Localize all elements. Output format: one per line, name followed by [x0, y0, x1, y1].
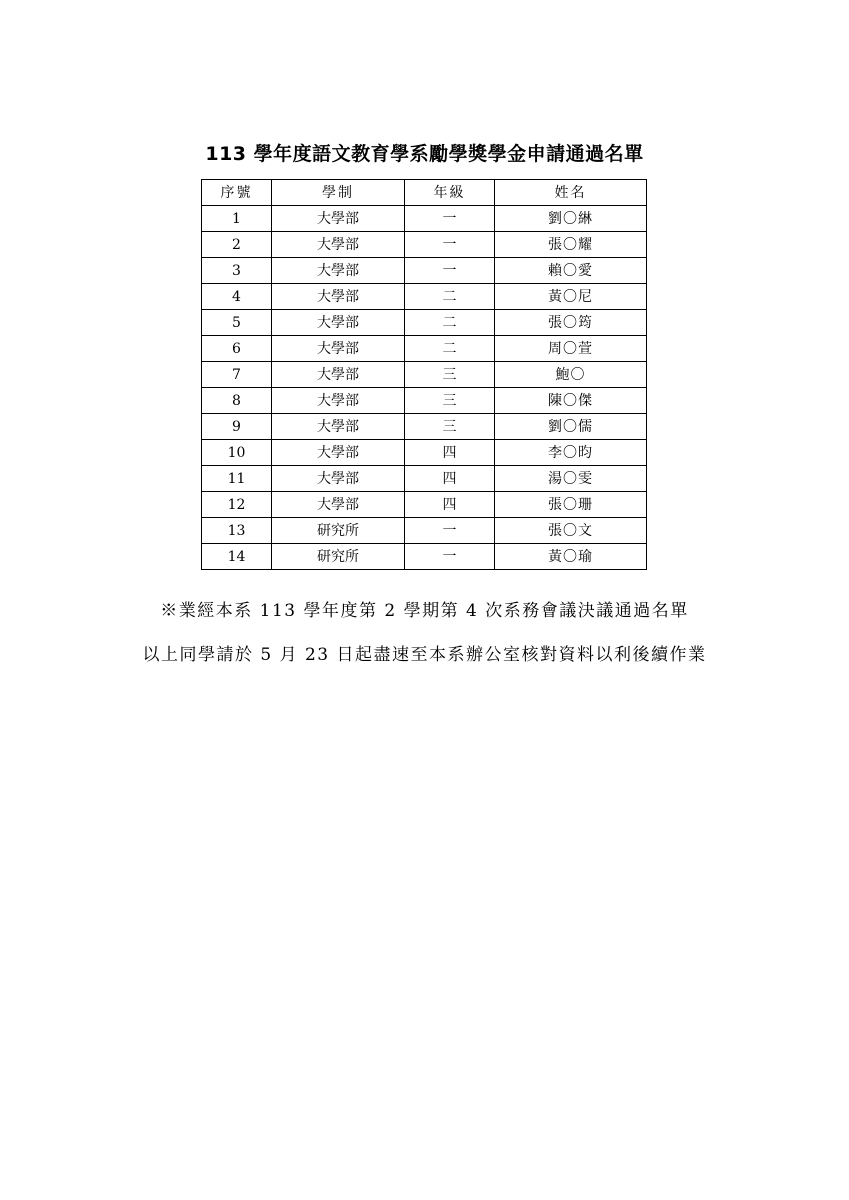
document-title: 113 學年度語文教育學系勵學獎學金申請通過名單 — [205, 143, 644, 165]
table-row — [202, 466, 647, 492]
cell-grade: 四 — [405, 466, 495, 492]
cell-seq: 6 — [202, 336, 272, 362]
cell-program: 大學部 — [272, 284, 405, 310]
meeting-resolution-note: ※業經本系 113 學年度第 2 學期第 4 次系務會議決議通過名單 — [160, 601, 689, 621]
cell-program: 研究所 — [272, 518, 405, 544]
cell-program: 大學部 — [272, 362, 405, 388]
cell-name: 黃〇尼 — [495, 284, 647, 310]
header-program: 學制 — [272, 180, 405, 206]
cell-name: 湯〇雯 — [495, 466, 647, 492]
table-row — [202, 388, 647, 414]
table-row — [202, 414, 647, 440]
cell-name: 張〇耀 — [495, 232, 647, 258]
cell-seq: 7 — [202, 362, 272, 388]
cell-grade: 一 — [405, 258, 495, 284]
cell-name: 張〇筠 — [495, 310, 647, 336]
table-header-row — [202, 180, 647, 206]
cell-seq: 1 — [202, 206, 272, 232]
cell-name: 陳〇傑 — [495, 388, 647, 414]
cell-grade: 一 — [405, 206, 495, 232]
cell-grade: 一 — [405, 518, 495, 544]
cell-program: 大學部 — [272, 440, 405, 466]
cell-program: 大學部 — [272, 466, 405, 492]
cell-grade: 三 — [405, 388, 495, 414]
cell-program: 大學部 — [272, 232, 405, 258]
table-row — [202, 258, 647, 284]
cell-name: 李〇昀 — [495, 440, 647, 466]
verification-instruction-note: 以上同學請於 5 月 23 日起盡速至本系辦公室核對資料以利後續作業 — [142, 645, 707, 665]
table-row — [202, 284, 647, 310]
header-name: 姓名 — [495, 180, 647, 206]
cell-program: 大學部 — [272, 492, 405, 518]
header-seq: 序號 — [202, 180, 272, 206]
cell-name: 張〇珊 — [495, 492, 647, 518]
cell-seq: 8 — [202, 388, 272, 414]
table-row — [202, 232, 647, 258]
cell-grade: 一 — [405, 544, 495, 570]
cell-grade: 二 — [405, 310, 495, 336]
cell-program: 大學部 — [272, 258, 405, 284]
cell-grade: 三 — [405, 362, 495, 388]
cell-name: 張〇文 — [495, 518, 647, 544]
cell-program: 大學部 — [272, 336, 405, 362]
cell-name: 劉〇綝 — [495, 206, 647, 232]
table-row — [202, 440, 647, 466]
table-row — [202, 206, 647, 232]
table-row — [202, 492, 647, 518]
cell-seq: 14 — [202, 544, 272, 570]
cell-name: 劉〇儒 — [495, 414, 647, 440]
cell-grade: 三 — [405, 414, 495, 440]
cell-seq: 2 — [202, 232, 272, 258]
cell-grade: 一 — [405, 232, 495, 258]
cell-grade: 四 — [405, 492, 495, 518]
cell-name: 賴〇愛 — [495, 258, 647, 284]
cell-program: 大學部 — [272, 310, 405, 336]
table-row — [202, 310, 647, 336]
cell-seq: 11 — [202, 466, 272, 492]
cell-seq: 4 — [202, 284, 272, 310]
cell-program: 研究所 — [272, 544, 405, 570]
cell-program: 大學部 — [272, 206, 405, 232]
scholarship-recipient-table — [201, 179, 647, 570]
cell-seq: 13 — [202, 518, 272, 544]
cell-seq: 9 — [202, 414, 272, 440]
table-row — [202, 362, 647, 388]
cell-program: 大學部 — [272, 388, 405, 414]
table-row — [202, 518, 647, 544]
cell-grade: 二 — [405, 336, 495, 362]
cell-program: 大學部 — [272, 414, 405, 440]
cell-name: 周〇萱 — [495, 336, 647, 362]
cell-seq: 12 — [202, 492, 272, 518]
cell-seq: 3 — [202, 258, 272, 284]
table-row — [202, 336, 647, 362]
cell-seq: 10 — [202, 440, 272, 466]
cell-name: 鮑〇 — [495, 362, 647, 388]
table-row — [202, 544, 647, 570]
cell-grade: 二 — [405, 284, 495, 310]
cell-grade: 四 — [405, 440, 495, 466]
cell-seq: 5 — [202, 310, 272, 336]
cell-name: 黃〇瑜 — [495, 544, 647, 570]
header-grade: 年級 — [405, 180, 495, 206]
